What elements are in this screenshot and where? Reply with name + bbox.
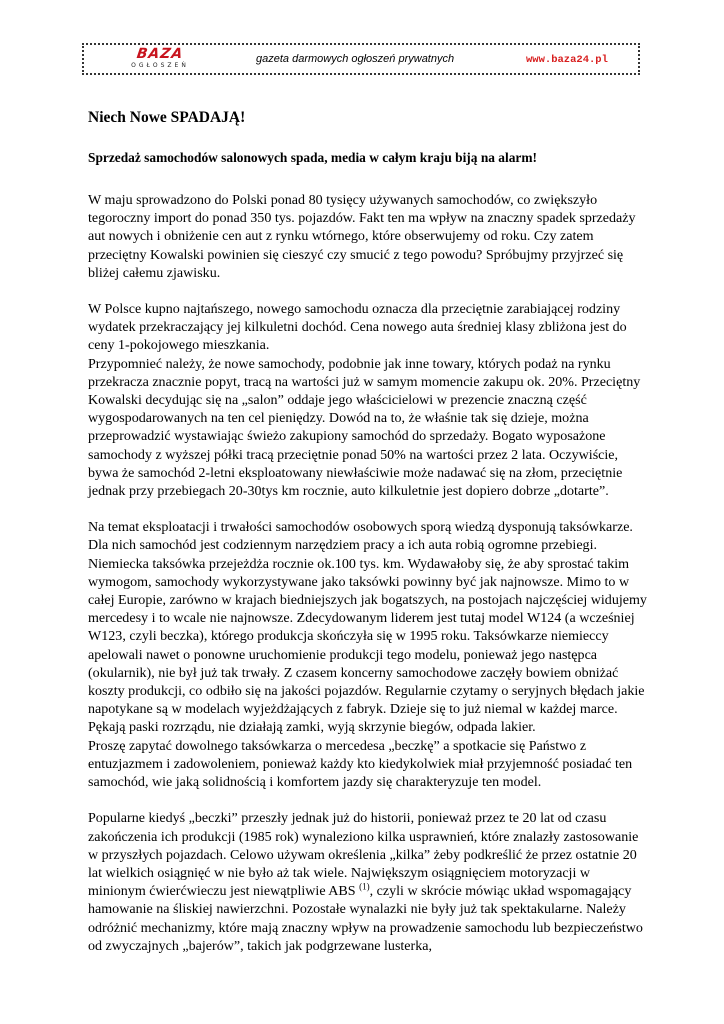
paragraph-taxi: Na temat eksploatacji i trwałości samochodów osobowych sporą wiedzą dysponują taksówkarze. Dla nich samochód jest codziennym narzędziem pracy a ich auta robią ogromne przebiegi. Niemiecka taksówka przejeżdża rocznie ok.100 tys. km. Wydawałoby się, że aby sprostać takim wymogom, samochody wykorzystywane jako taksówki powinny być jak najnowsze. Mimo to w całej Europie, zarówno w krajach biedniejszych jak bogatszych, na postojach najczęściej widujemy mercedesy i to wcale nie najnowsze. Zdecydowanym liderem jest tutaj model W124 (a wcześniej W123, czyli beczka), którego produkcja skończyła się w 1995 roku. Taksówkarze niemieccy apelowali nawet o ponowne uruchomienie produkcji tego modelu, ponieważ jego następca (okularnik), nie był już tak trwały. Z czasem koncerny samochodowe zaczęły bowiem obniżać koszty produkcji, co odbiło się na jakości pojazdów. Regularnie czytamy o seryjnych błędach jakie napotykane są w modelach wyjeżdżających z fabryk. Dzieje się to już niemal w każdej marce. Pękają paski rozrządu, nie działają zamki, wyją skrzynie biegów, odpada lakier. [88, 519, 647, 736]
paragraph-price: W Polsce kupno najtańszego, nowego samochodu oznacza dla przeciętnie zarabiającej rodziny wydatek przekraczający jej kilkuletni dochód. Cena nowego auta średniej klasy zbliżona jest do ceny 1-pokojowego mieszkania. [88, 301, 627, 354]
logo-subtitle: OGŁOSZEŃ [131, 62, 189, 69]
article-subtitle: Sprzedaż samochodów salonowych spada, media w całym kraju biją na alarm! [88, 150, 537, 165]
footnote-marker: (1) [359, 881, 370, 892]
header-tagline: gazeta darmowych ogłoszeń prywatnych [256, 53, 455, 65]
logo-text: BAZA [135, 46, 185, 62]
paragraph-beczka: Proszę zapytać dowolnego taksówkarza o mercedesa „beczkę” a spotkacie się Państwo z entuzjazmem i zadowoleniem, ponieważ każdy kto kiedykolwiek miał przyjemność posiadać ten samochód, wie jaką solidnością i komfortem jazdy się charakteryzuje ten model. [88, 737, 633, 791]
article-body [88, 191, 648, 955]
paragraph-innovations-part2: , czyli w skrócie mówiąc układ wspomagający hamowanie na śliskiej nawierzchni. Pozostałe wynalazki nie były już tak spektakularne. Należy odróżnić mechanizmy, które mają znaczny wpływ na prowadzenie samochodu lub bezpieczeństwo od zwyczajnych „bajerów”, takich jak podgrzewane lusterka, [88, 883, 643, 954]
page-header [82, 43, 640, 75]
article-title: Niech Nowe SPADAJĄ! [88, 109, 246, 126]
article [88, 108, 648, 955]
paragraph-import: W maju sprowadzono do Polski ponad 80 tysięcy używanych samochodów, co zwiększyło tegoroczny import do ponad 350 tys. pojazdów. Fakt ten ma wpływ na znaczny spadek sprzedaży aut nowych i obniżenie cen aut z rynku wtórnego, które obserwujemy od roku. Czy zatem przeciętny Kowalski powinien się cieszyć czy smucić z tego powodu? Spróbujmy przyjrzeć się bliżej całemu zjawisku. [88, 192, 636, 281]
baza-logo [110, 47, 210, 73]
paragraph-depreciation: Przypomnieć należy, że nowe samochody, podobnie jak inne towary, których podaż na rynku przekracza znacznie popyt, tracą na wartości już w samym momencie zakupu ok. 20%. Przeciętny Kowalski decydując się na „salon” oddaje jego właścicielowi w prezencie znaczną część wygospodarowanych na ten cel pieniędzy. Dowód na to, że właśnie tak się dzieje, można przeprowadzić wystawiając świeżo zakupiony samochód do sprzedaży. Bogato wyposażone samochody z wyższej półki tracą przeciętnie ponad 50% na wartości przez 2 lata. Oczywiście, bywa że samochód 2-letni eksploatowany niewłaściwie może nadawać się na złom, przeciętnie jednak przy przebiegach 20-30tys km rocznie, auto kilkuletnie jest dopiero dobrze „dotarte”. [88, 355, 641, 500]
paragraph-innovations-part1: Popularne kiedyś „beczki” przeszły jednak już do historii, ponieważ przez te 20 lat od czasu zakończenia ich produkcji (1985 rok) wynaleziono kilka usprawnień, które znalazły zastosowanie w przyszłych pojazdach. Celowo używam określenia „kilka” żeby podkreślić że przez ostatnie 20 lat wielkich osiągnięć w nie było aż tak wiele. Największym osiągnięciem motoryzacji w minionym ćwierćwieczu jest niewątpliwie ABS [88, 810, 639, 900]
site-url-link[interactable]: www.baza24.pl [526, 54, 608, 66]
paragraph-innovations [88, 809, 648, 955]
